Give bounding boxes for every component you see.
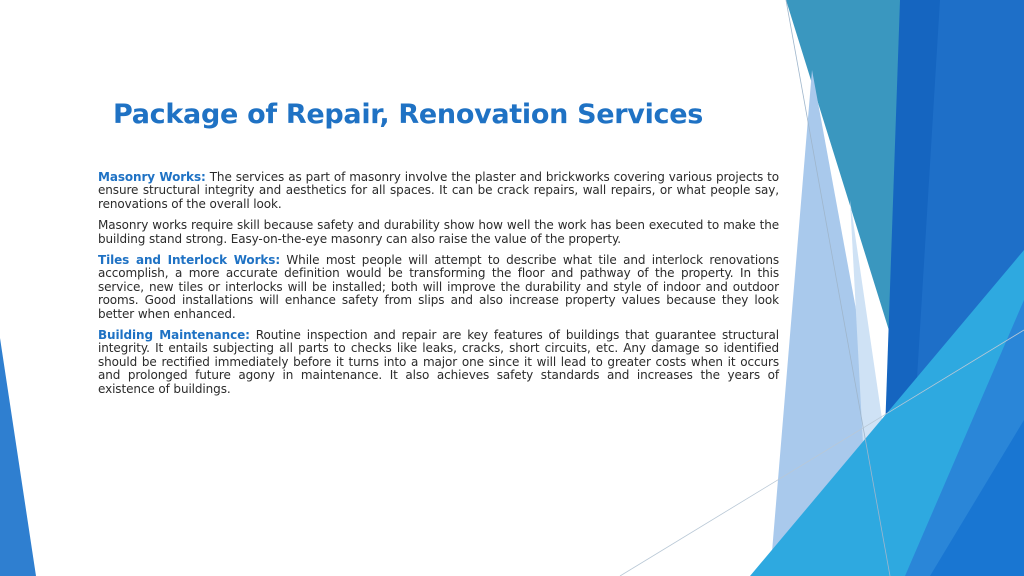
building-maintenance-text: Routine inspection and repair are key features of buildings that guarantee structural integrity. It entails subjecting all parts to checks like leaks, cracks, short circuits, etc. Any damage so identified should be rectified immediately before it turns into a major one since it will lead to greater costs when it occurs and prolonged future agony in maintenance. It also achieves safety standards and increases the years of existence of buildings. xyxy=(98,328,780,396)
masonry-works-text: The services as part of masonry involve the plaster and brickworks covering various projects to ensure structural integrity and aesthetics for all spaces. It can be crack repairs, wall repairs, or what people say, renovations of the overall look. xyxy=(98,170,779,211)
building-maintenance-paragraph xyxy=(98,329,779,396)
slide-title: Package of Repair, Renovation Services xyxy=(113,99,704,130)
slide-content xyxy=(98,171,779,404)
masonry-works-heading: Masonry Works: xyxy=(98,170,206,184)
tiles-interlock-heading: Tiles and Interlock Works: xyxy=(98,253,281,268)
tiles-interlock-paragraph xyxy=(98,254,779,321)
left-edge-accent xyxy=(0,338,36,576)
masonry-skill-text: Masonry works require skill because safety and durability show how well the work has been executed to make the building stand strong. Easy-on-the-eye masonry can also raise the value of the property. xyxy=(98,218,779,246)
masonry-works-paragraph xyxy=(98,171,779,211)
masonry-skill-paragraph xyxy=(98,219,779,246)
tiles-interlock-text: While most people will attempt to describe what tile and interlock renovations accomplish, a more accurate definition would be transforming the floor and pathway of the property. In this service, new tiles or interlocks will be installed; both will improve the durability and style of indoor and outdoor rooms. Good installations will enhance safety from slips and also increase property values because they look better when enhanced. xyxy=(98,253,779,321)
building-maintenance-heading: Building Maintenance: xyxy=(98,328,250,343)
